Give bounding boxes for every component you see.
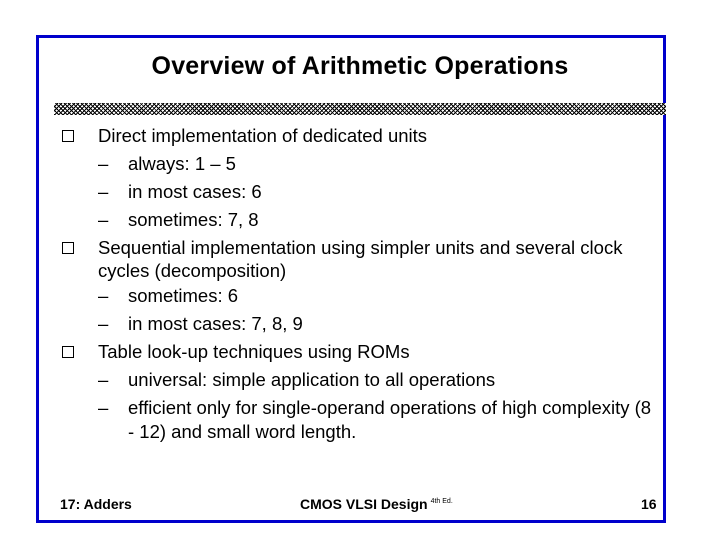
sub-bullet-text: efficient only for single-operand operations of high complexity (8 - 12) and small word length.: [128, 397, 652, 442]
sub-bullet-item: [60, 206, 660, 234]
square-bullet-icon: [62, 242, 74, 254]
sub-bullet-text: universal: simple application to all operations: [128, 369, 496, 390]
bullet-text: Direct implementation of dedicated units: [98, 125, 428, 146]
sub-bullet-item: [60, 310, 660, 338]
sub-bullet-item: [60, 178, 660, 206]
slide-content: [60, 122, 660, 444]
slide-title: Overview of Arithmetic Operations: [151, 52, 569, 80]
sub-bullet-text: in most cases: 6: [128, 181, 262, 202]
footer-chapter: 17: Adders: [60, 496, 132, 512]
dash-icon: –: [98, 313, 109, 334]
footer-edition: 4th Ed.: [430, 498, 453, 505]
sub-bullet-item: [60, 366, 660, 394]
bullet-item: [60, 122, 660, 150]
page-number: 16: [641, 496, 657, 512]
square-bullet-icon: [62, 346, 74, 358]
title-divider-pattern: [54, 103, 666, 115]
footer-book-title: [300, 496, 453, 512]
bullet-item: [60, 338, 660, 366]
bullet-item: [60, 234, 660, 282]
dash-icon: –: [98, 181, 109, 202]
footer-book-title-text: CMOS VLSI Design: [300, 496, 428, 512]
sub-bullet-text: always: 1 – 5: [128, 153, 236, 174]
square-bullet-icon: [62, 130, 74, 142]
dash-icon: –: [98, 397, 109, 418]
dash-icon: –: [98, 209, 109, 230]
bullet-text: Table look-up techniques using ROMs: [98, 341, 410, 362]
sub-bullet-text: sometimes: 7, 8: [128, 209, 259, 230]
sub-bullet-text: sometimes: 6: [128, 285, 239, 306]
dash-icon: –: [98, 285, 109, 306]
sub-bullet-text: in most cases: 7, 8, 9: [128, 313, 303, 334]
sub-bullet-item: [60, 150, 660, 178]
dash-icon: –: [98, 369, 109, 390]
sub-bullet-item: [60, 394, 660, 444]
bullet-text: Sequential implementation using simpler units and several clock cycles (decomposition): [98, 237, 623, 281]
dash-icon: –: [98, 153, 109, 174]
sub-bullet-item: [60, 282, 660, 310]
